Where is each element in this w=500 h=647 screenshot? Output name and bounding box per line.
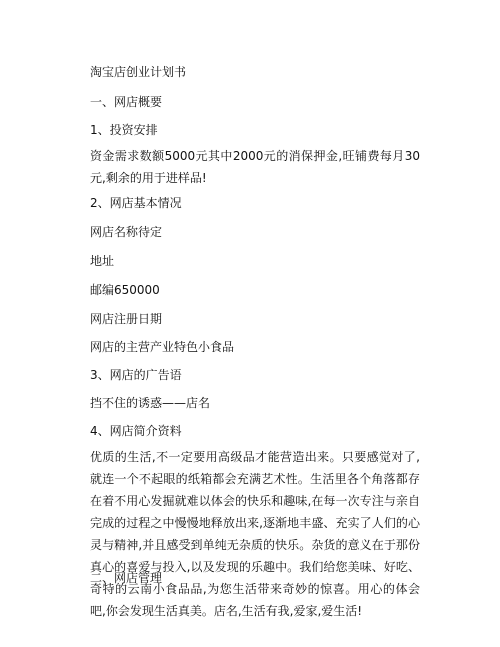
address-line: 地址 — [90, 254, 115, 268]
subheading-basic-info: 2、网店基本情况 — [90, 196, 182, 210]
slogan-line: 挡不住的诱惑——店名 — [90, 396, 211, 410]
main-business-line: 网店的主营产业特色小食品 — [90, 340, 235, 354]
subheading-investment: 1、投资安排 — [90, 123, 158, 137]
subheading-slogan: 3、网店的广告语 — [90, 368, 182, 382]
intro-paragraph: 优质的生活,不一定要用高级品才能营造出来。只要感觉对了,就连一个不起眼的纸箱都会充满艺术性。生活里各个角落都存在着不用心发掘就难以体会的快乐和趣味,在每一次专注与亲自完成的过程之中慢慢地释放出来,逐渐地丰盛、充实了人们的心灵与精神,并且感受到单纯无杂质的快乐。杂货的意义在于那份真心的喜爱与投入,以及发现的乐趣中。我们给您美味、好吃、奇特的云南小食品品,为您生活带来奇妙的惊喜。用心的体会吧,你会发现生活真美。店名,生活有我,爱家,爱生活! — [90, 450, 420, 618]
section-heading-management: 二、网店管理 — [90, 571, 163, 585]
postcode-line: 邮编650000 — [90, 283, 160, 297]
document-title: 淘宝店创业计划书 — [90, 65, 187, 79]
investment-paragraph: 资金需求数额5000元其中2000元的消保押金,旺铺费每月30元,剩余的用于进样品! — [90, 149, 420, 185]
store-name-line: 网店名称待定 — [90, 225, 163, 239]
subheading-intro: 4、网店简介资料 — [90, 424, 182, 438]
section-heading-overview: 一、网店概要 — [90, 95, 163, 109]
registration-date-line: 网店注册日期 — [90, 312, 163, 326]
